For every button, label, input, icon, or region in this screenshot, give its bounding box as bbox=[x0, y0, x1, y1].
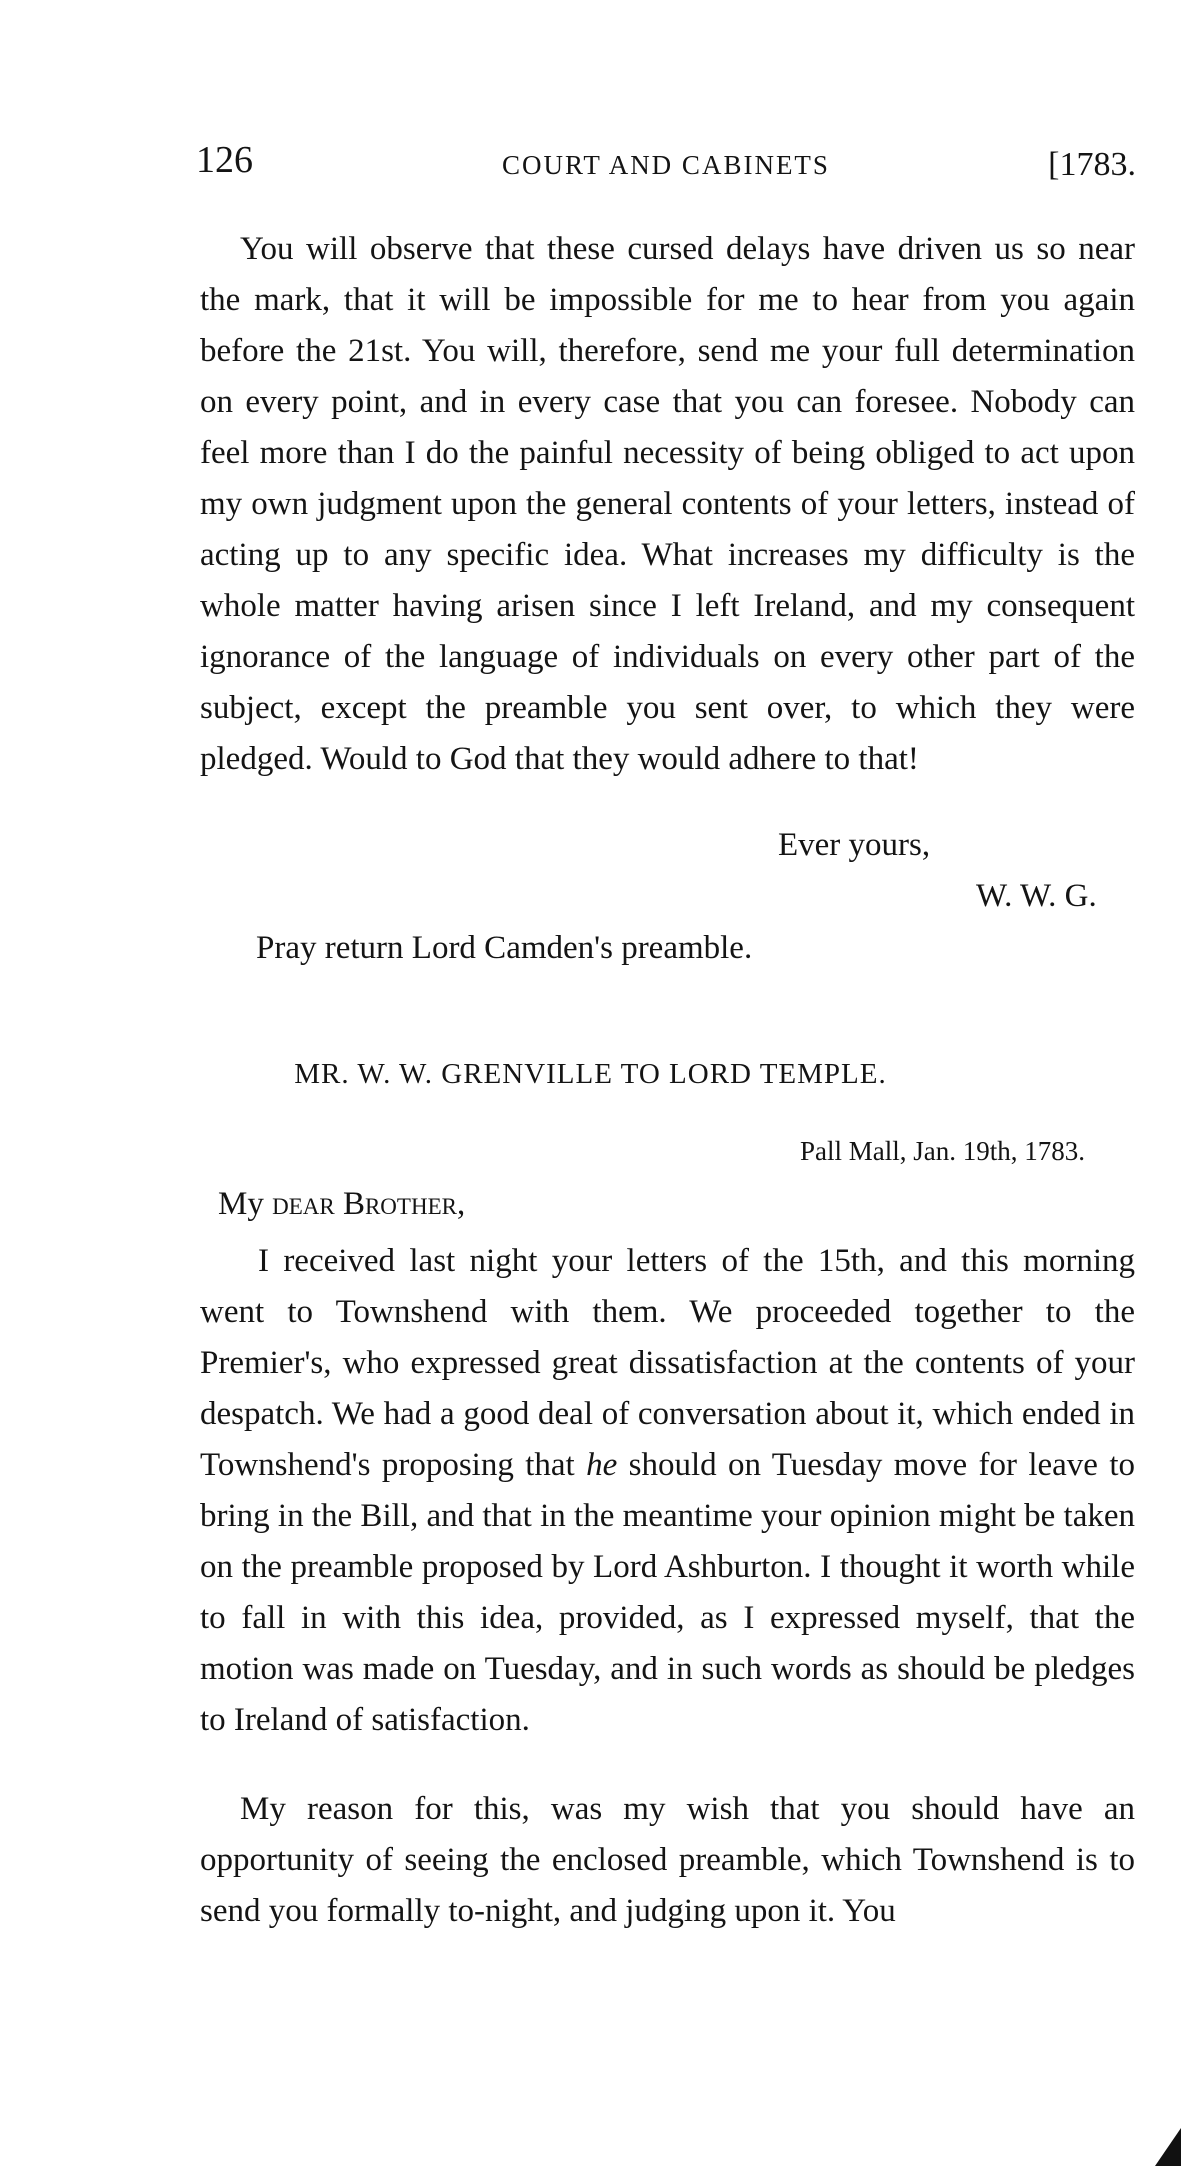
letter-1-postscript: Pray return Lord Camden's preamble. bbox=[256, 930, 753, 966]
letter-2-dateline: Pall Mall, Jan. 19th, 1783. bbox=[800, 1136, 1085, 1166]
letter-2-paragraph-2: My reason for this, was my wish that you should have an opportunity of seeing the enclosed preamble, which Townshend is to send you formally to-night, and judging upon it. You bbox=[200, 1791, 1135, 1929]
letter-2-heading: MR. W. W. GRENVILLE TO LORD TEMPLE. bbox=[294, 1058, 887, 1090]
page-number: 126 bbox=[196, 139, 253, 181]
letter-1-body: You will observe that these cursed delays have driven us so near the mark, that it will be impossible for me to hear from you again before the 21st. You will, therefore, send me your full determination on every point, and in every case that you can foresee. Nobody can feel more than I do the painful necessity of being obliged to act upon my own judgment upon the general contents of your letters, instead of acting up to any specific idea. What increases my difficulty is the whole matter having arisen since I left Ireland, and my consequent ignorance of the language of individuals on every other part of the subject, except the preamble you sent over, to which they were pledged. Would to God that they would adhere to that! bbox=[200, 231, 1135, 777]
letter-2-paragraph-1 bbox=[200, 1236, 1135, 1746]
paragraph-1-start: I received last night your letters of the 15th, and this morning went to Townshend with them. We proceeded together to the Premier's, who expressed great dissatisfaction at the contents of your despatch. We had a good deal of conversation about it, which ended in Townshend's proposing that bbox=[200, 1243, 1135, 1483]
letter-1-signoff: Ever yours, bbox=[778, 827, 931, 863]
salutation-first-word: My bbox=[218, 1186, 264, 1222]
header-year: [1783. bbox=[1048, 146, 1136, 183]
paragraph-1-emphasis: he bbox=[586, 1447, 618, 1483]
salutation-rest: dear Brother, bbox=[272, 1186, 466, 1222]
page-corner-mark bbox=[1155, 2128, 1181, 2166]
page-header bbox=[196, 138, 1136, 190]
paragraph-1-end: should on Tuesday move for leave to bring in the Bill, and that in the meantime your opinion might be taken on the preamble proposed by Lord Ashburton. I thought it worth while to fall in with this idea, provided, as I expressed myself, that the motion was made on Tuesday, and in such words as should be pledges to Ireland of satisfaction. bbox=[200, 1447, 1135, 1738]
running-title: COURT AND CABINETS bbox=[502, 150, 830, 180]
letter-2-salutation bbox=[218, 1186, 465, 1223]
letter-1-signature: W. W. G. bbox=[976, 878, 1097, 914]
